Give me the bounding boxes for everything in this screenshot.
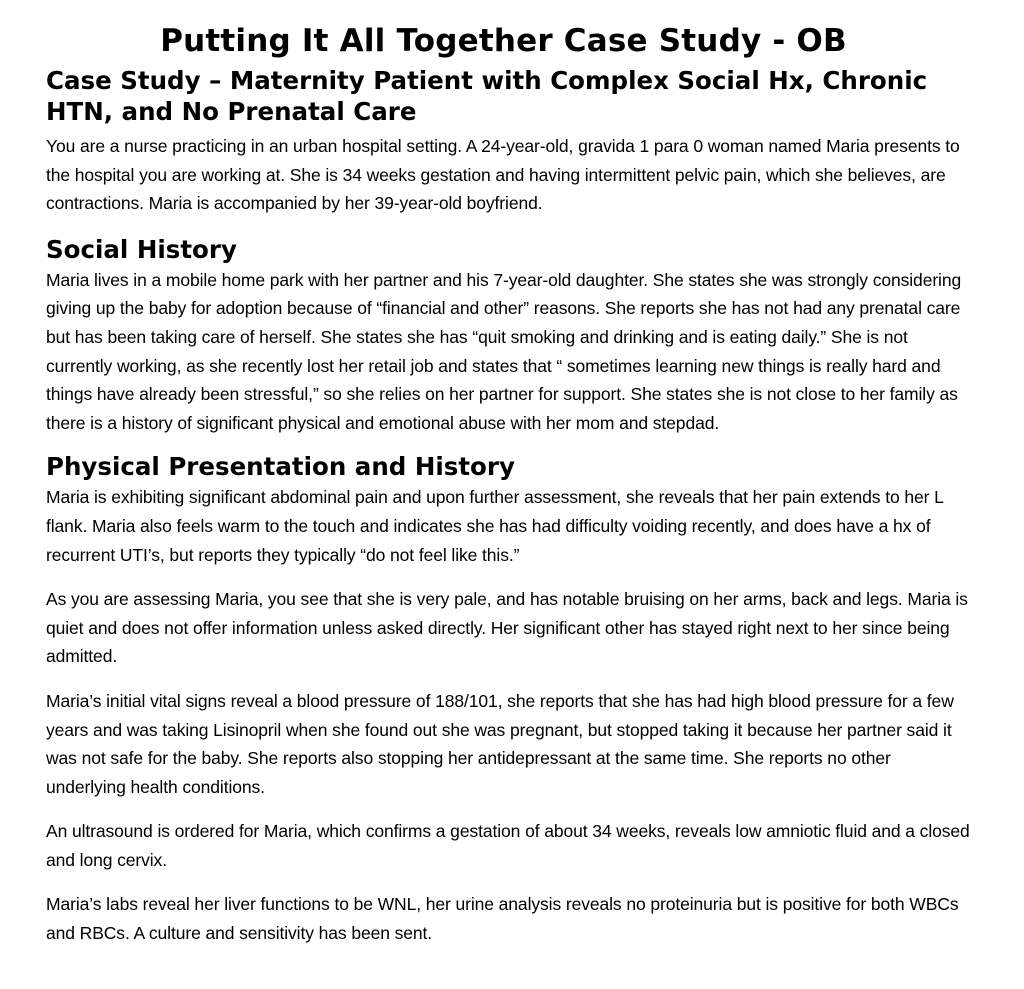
physical-paragraph-ultrasound: An ultrasound is ordered for Maria, which confirms a gestation of about 34 weeks, reveals low amniotic fluid and a closed and long cervix. xyxy=(46,821,970,870)
intro-paragraph: You are a nurse practicing in an urban hospital setting. A 24-year-old, gravida 1 para 0 woman named Maria presents to the hospital you are working at. She is 34 weeks gestation and having intermittent pelvic pain, which she believes, are contractions. Maria is accompanied by her 39-year-old boyfriend. xyxy=(46,136,960,214)
physical-paragraph-pain: Maria is exhibiting significant abdominal pain and upon further assessment, she reveals that her pain extends to her L flank. Maria also feels warm to the touch and indicates she has had difficulty voiding recently, and does have a hx of recurrent UTI’s, but reports they typically “do not feel like this.” xyxy=(46,487,944,565)
physical-paragraph-labs: Maria’s labs reveal her liver functions to be WNL, her urine analysis reveals no proteinuria but is positive for both WBCs and RBCs. A culture and sensitivity has been sent. xyxy=(46,894,959,944)
document-title: Putting It All Together Case Study - OB xyxy=(160,23,847,59)
social-history-paragraph: Maria lives in a mobile home park with her partner and his 7-year-old daughter. She states she was strongly considering giving up the baby for adoption because of “financial and other” reasons. She reports she has not had any prenatal care but has been taking care of herself. She states she has “quit smoking and drinking and is eating daily.” She is not currently working, as she recently lost her retail job and states that “ sometimes learning new things is really hard and things have already been stressful,” so she relies on her partner for support. She states she is not close to her family as there is a history of significant physical and emotional abuse with her mom and stepdad. xyxy=(46,269,962,433)
social-history-heading: Social History xyxy=(46,234,237,264)
document-page xyxy=(46,20,971,964)
physical-paragraph-vitals: Maria’s initial vital signs reveal a blood pressure of 188/101, she reports that she has had high blood pressure for a few years and was taking Lisinopril when she found out she was pregnant, but stopped taking it because her partner said it was not safe for the baby. She reports also stopping her antidepressant at the same time. She reports no other underlying health conditions. xyxy=(46,690,954,797)
physical-paragraph-assessment: As you are assessing Maria, you see that she is very pale, and has notable bruising on her arms, back and legs. Maria is quiet and does not offer information unless asked directly. Her significant other has stayed right next to her since being admitted. xyxy=(46,589,968,667)
physical-presentation-heading: Physical Presentation and History xyxy=(46,452,515,482)
case-heading: Case Study – Maternity Patient with Complex Social Hx, Chronic HTN, and No Prenatal Care xyxy=(46,66,928,126)
